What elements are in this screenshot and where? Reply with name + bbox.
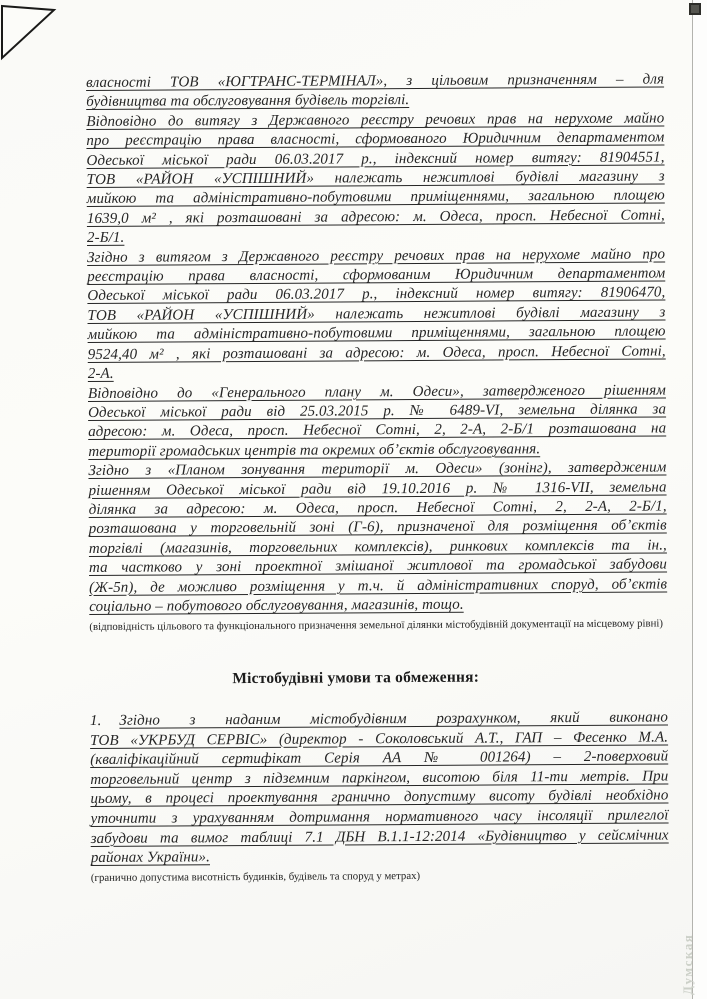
underlined-text: території громадських центрів та окремих об’єктів обслуговування. [88, 440, 541, 460]
underlined-text: Згідно з витягом з Державного реєстру речових прав на нерухоме майно про [87, 246, 666, 266]
underlined-text: розташована у торговельній зоні (Г-6), призначеної для розміщення об’єктів [88, 517, 667, 538]
conditions-item-list [90, 708, 669, 868]
underlined-text: районах України». [90, 849, 210, 867]
underlined-text: Одеської міської ради 06.03.2017 р., індексний номер витягу: 81906470, [87, 284, 666, 305]
underlined-text: Відповідно до витягу з Державного реєстру речових прав на нерухоме майно [86, 110, 665, 130]
scan-corner-mark [689, 3, 701, 15]
page-edge-line [692, 0, 693, 999]
underlined-text: ТОВ «УКРБУД СЕРВІС» (директор - Соколовський А.Т., ГАП – Фесенко М.А. [90, 729, 669, 749]
underlined-text: власності ТОВ «ЮГТРАНС-ТЕРМІНАЛ», з цільовим призначенням – для [86, 71, 665, 91]
underlined-text: мийкою та адміністративно-побутовими приміщеннями, загальною площею [87, 323, 666, 344]
text-line [91, 826, 669, 849]
underlined-text: Згідно з наданим містобудівним розрахунком, який виконано [119, 709, 668, 729]
underlined-text: Згідно з «Планом зонування території м. Одеси» (зонінг), затвердженим [88, 459, 667, 480]
underlined-text: уточнити з урахуванням дотримання нормативного часу інсоляції прилеглої [90, 807, 669, 827]
underlined-text: рішенням Одеської міської ради від 19.10.2016 р. № 1316-VII, земельна [88, 478, 667, 499]
underlined-text: забудови та вимог таблиці 7.1 ДБН В.1.1-12:2014 «Будівництво у сейсмічних [90, 826, 669, 847]
text-line [89, 594, 667, 617]
underlined-text: цьому, в процесі проектування гранично допустиму висоту будівлі необхідно [90, 787, 669, 808]
underlined-text: 1639,0 м² , які розташовані за адресою: м. Одеса, просп. Небесної Сотні, [86, 207, 665, 227]
underlined-text: Відповідно до «Генерального плану м. Одеси», затвердженого рішенням [87, 381, 666, 402]
page-fold-mark [0, 0, 62, 64]
text-line [88, 342, 666, 365]
text-line [87, 206, 665, 229]
text-line [89, 575, 667, 598]
underlined-text: ТОВ «РАЙОН «УСПІШНИЙ» належать нежитлові будівлі магазину з [86, 168, 665, 189]
underlined-text: торгівлі (магазинів, торговельних комплексів), ринкових комплексів та ін., [88, 537, 667, 557]
parenthetical-note-height: (гранично допустима висотність будинків, будівель та споруд у метрах) [90, 869, 421, 884]
watermark-dumskaya: Думская [680, 933, 695, 995]
section-heading: Містобудівні умови та обмеження: [232, 668, 480, 688]
document-body [86, 70, 667, 617]
underlined-text: мийкою та адміністративно-побутовими приміщеннями, загальною площею [86, 187, 665, 208]
underlined-text: 2-Б/1. [86, 230, 125, 247]
underlined-text: (кваліфікаційний сертифікат Серія АА № 001264) – 2-поверховий [90, 748, 669, 769]
underlined-text: 2-А. [87, 365, 114, 383]
underlined-text: та частково у зоні проектної змішаної житлової та громадської забудови [88, 556, 668, 577]
underlined-text: про реєстрацію права власності, сформованого Юридичним департаментом [86, 129, 665, 150]
underlined-text: Одеської міської ради 06.03.2017 р., індексний номер витягу: 81904551, [86, 149, 665, 169]
document-content [86, 70, 669, 885]
underlined-text: ТОВ «РАЙОН «УСПІШНИЙ» належать нежитлові будівлі магазину з [87, 304, 666, 324]
underlined-text: Одеської міської ради від 25.03.2015 р. № 6489-VI, земельна ділянка за [88, 401, 667, 421]
underlined-text: (Ж-5п), де можливо розміщення у т.ч. й адміністративних споруд, об’єктів [89, 576, 668, 596]
text-line [88, 420, 666, 443]
underlined-text: будівництва та обслуговування будівель торгівлі. [86, 92, 410, 111]
underlined-text: адресою: м. Одеса, просп. Небесної Сотні, 2, 2-А, 2-Б/1 розташована на [88, 420, 667, 441]
underlined-text: 9524,40 м² , які розташовані за адресою: м. Одеса, просп. Небесної Сотні, [87, 343, 666, 363]
text-line [91, 846, 669, 869]
page-edge-strip [693, 0, 707, 999]
text-line [86, 70, 664, 93]
underlined-text: ділянка за адресою: м. Одеса, просп. Небесної Сотні, 2, 2-А, 2-Б/1, [88, 498, 667, 518]
underlined-text: соціально – побутового обслуговування, магазинів, тощо. [89, 596, 464, 615]
underlined-text: реєстрацію права власності, сформованим Юридичним департаментом [87, 265, 666, 286]
underlined-text: торговельний центр з підземним паркінгом, висотою біля 11-ти метрів. При [90, 768, 669, 788]
parenthetical-note-zoning: (відповідність цільового та функціонального призначення земельної ділянки містобудівній документації на місцевому рівні) [89, 617, 664, 634]
list-item-number: 1. [89, 712, 102, 729]
